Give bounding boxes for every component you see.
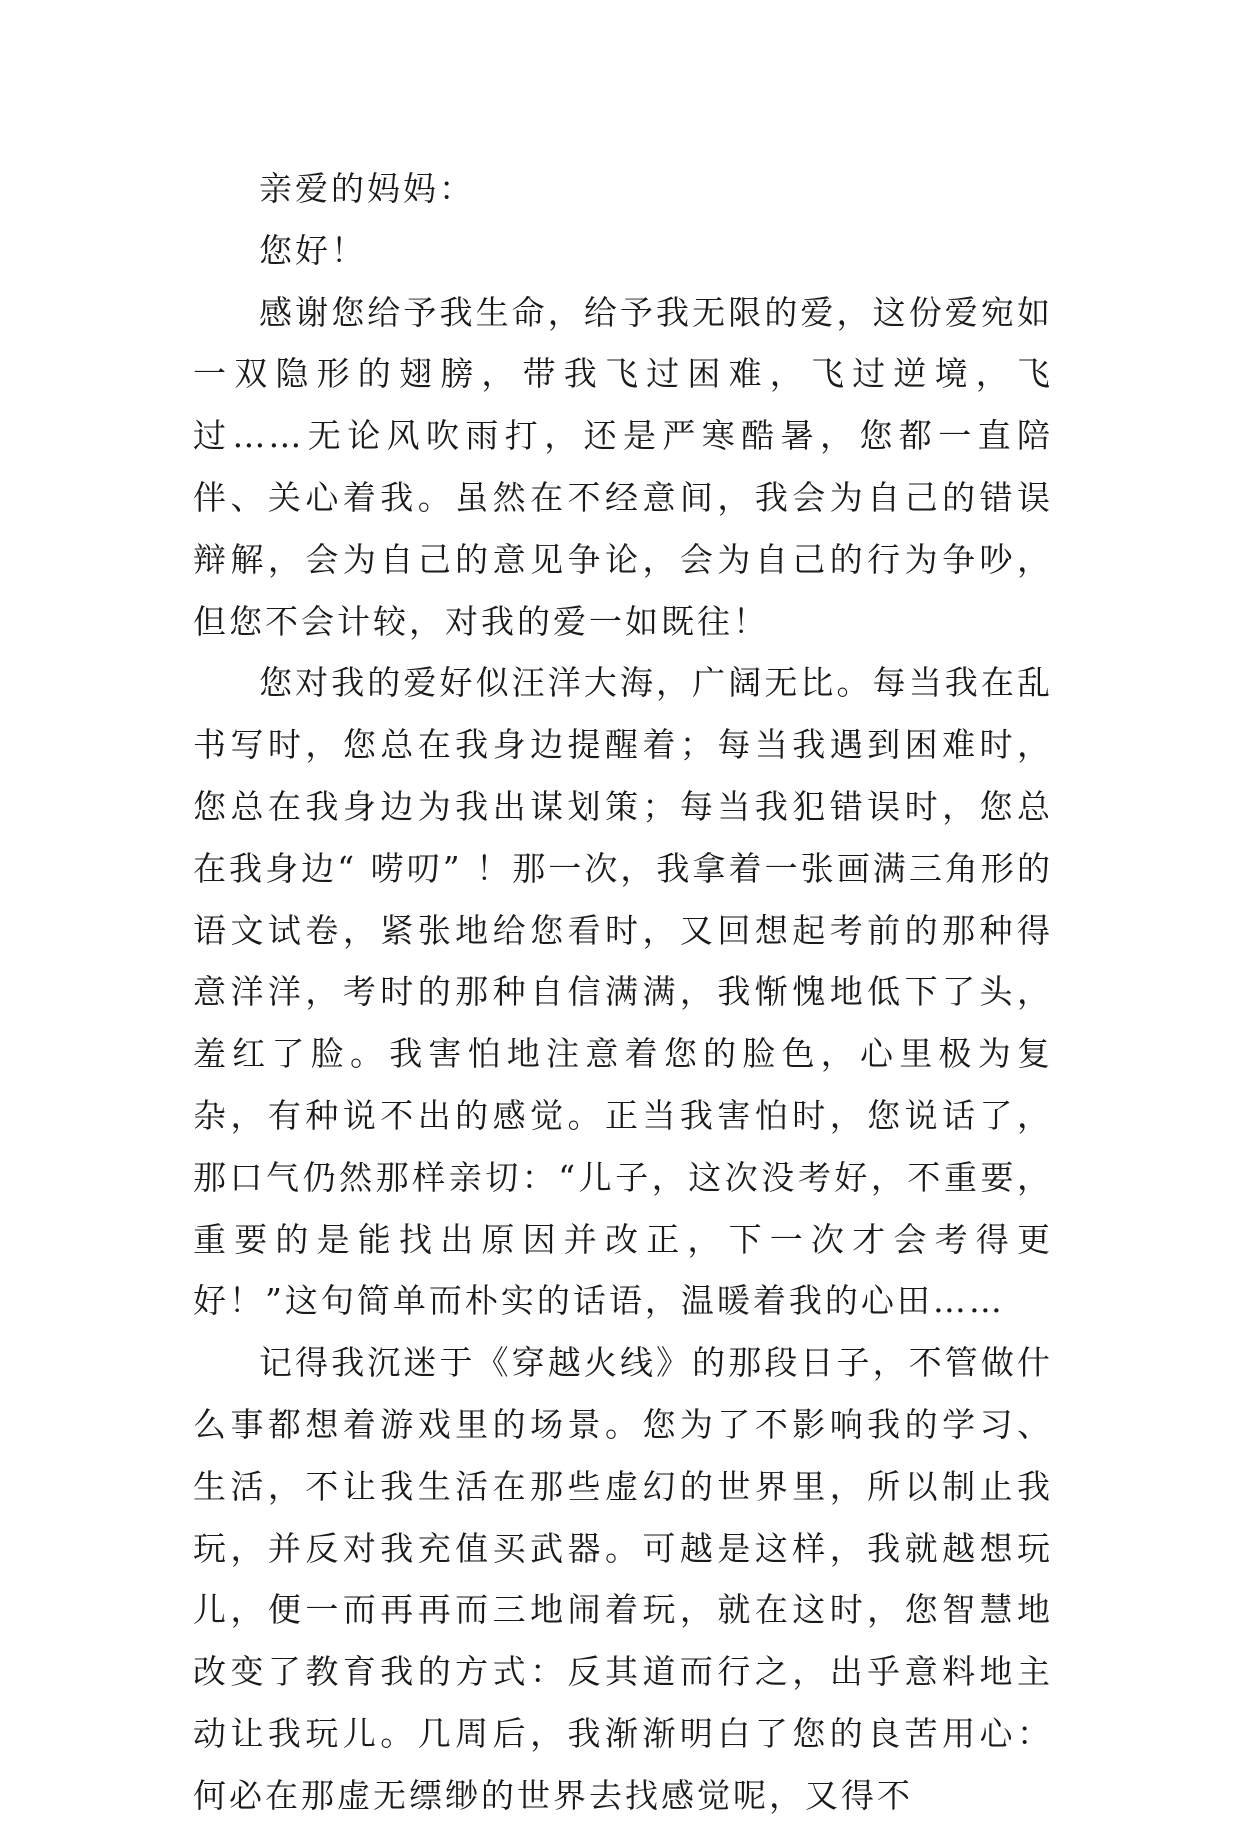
paragraph: 记得我沉迷于《穿越火线》的那段日子，不管做什么事都想着游戏里的场景。您为了不影响我的学习、生活，不让我生活在那些虚幻的世界里，所以制止我玩，并反对我充值买武器。可越是这样，我就越想玩儿，便一而再再而三地闹着玩，就在这时，您智慧地改变了教育我的方式：反其道而行之，出乎意料地主动让我玩儿。几周后，我渐渐明白了您的良苦用心：何必在那虚无缥缈的世界去找感觉呢，又得不 — [193, 1343, 1053, 1815]
letter-body — [193, 158, 1053, 1827]
paragraph: 感谢您给予我生命，给予我无限的爱，这份爱宛如一双隐形的翅膀，带我飞过困难，飞过逆境，飞过……无论风吹雨打，还是严寒酷暑，您都一直陪伴、关心着我。虽然在不经意间，我会为自己的错误辩解，会为自己的意见争论，会为自己的行为争吵，但您不会计较，对我的爱一如既往！ — [193, 292, 1053, 641]
greeting: 您好！ — [259, 230, 367, 270]
salutation: 亲爱的妈妈： — [259, 169, 475, 208]
paragraph: 您对我的爱好似汪洋大海，广阔无比。每当我在乱书写时，您总在我身边提醒着；每当我遇到困难时，您总在我身边为我出谋划策；每当我犯错误时，您总在我身边“ 唠叨” ！那一次，我拿着一张画满三角形的语文试卷，紧张地给您看时，又回想起考前的那种得意洋洋，考时的那种自信满满，我惭愧地低下了头，羞红了脸。我害怕地注意着您的脸色，心里极为复杂，有种说不出的感觉。正当我害怕时，您说话了，那口气仍然那样亲切：“儿子，这次没考好，不重要，重要的是能找出原因并改正，下一次才会考得更好！”这句简单而朴实的话语，温暖着我的心田…… — [193, 663, 1053, 1321]
